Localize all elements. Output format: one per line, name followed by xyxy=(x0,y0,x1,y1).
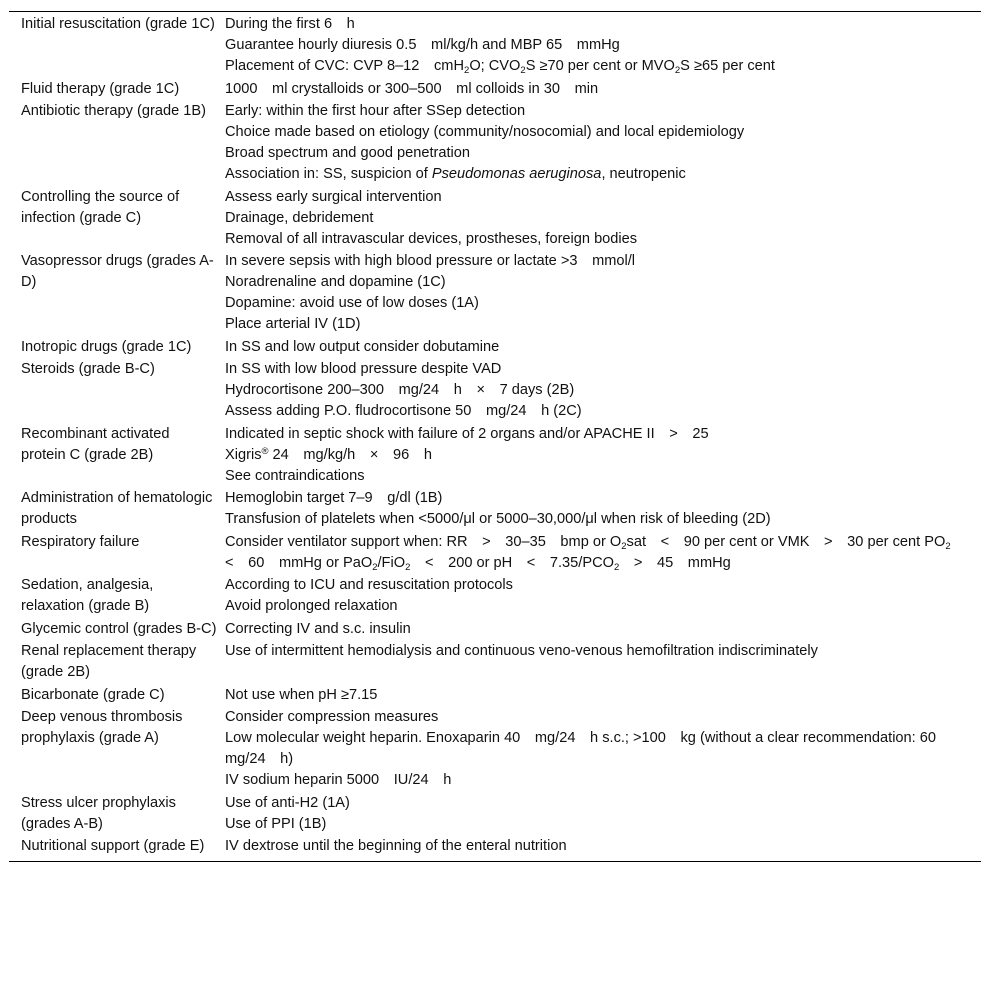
table-row xyxy=(9,641,981,685)
recommendation-line: Guarantee hourly diuresis 0.5 ml/kg/h and MBP 65 mmHg xyxy=(225,37,620,53)
table-row xyxy=(9,79,981,102)
row-recommendations xyxy=(225,12,981,79)
row-label: Recombinant activated protein C (grade 2B) xyxy=(21,425,170,463)
table-row xyxy=(9,707,981,793)
recommendation-line: Placement of CVC: CVP 8–12 cmH$_2$O; $CVO_2S \ge 70$ per cent or $MVO_2S \ge 65$ per cent xyxy=(225,58,775,76)
row-label: Sedation, analgesia, relaxation (grade B) xyxy=(21,577,154,614)
table-row xyxy=(9,532,981,576)
recommendation-line: Assess early surgical intervention xyxy=(225,188,442,205)
row-label: Deep venous thrombosis prophylaxis (grade A) xyxy=(21,709,183,746)
table-body xyxy=(9,12,981,862)
recommendation-line: Indicated in septic shock with failure of 2 organs and/or APACHE II > 25 xyxy=(225,425,709,442)
row-recommendations xyxy=(225,641,981,685)
recommendation-line: Association in: SS, suspicion of Pseudomonas aeruginosa, neutropenic xyxy=(225,166,686,182)
recommendation-line: Xigris® 24 mg/kg/h × 96 h xyxy=(225,445,432,463)
row-label: Renal replacement therapy (grade 2B) xyxy=(21,643,197,680)
recommendation-line: Transfusion of platelets when <5000/μl or 5000–30,000/μl when risk of bleeding (2D) xyxy=(225,511,771,527)
table-row xyxy=(9,251,981,337)
recommendation-line: Broad spectrum and good penetration xyxy=(225,145,471,161)
table-row xyxy=(9,337,981,360)
row-label: Controlling the source of infection (grade C) xyxy=(21,188,180,226)
recommendation-line: In SS and low output consider dobutamine xyxy=(225,338,500,355)
table-row xyxy=(9,187,981,252)
table-row xyxy=(9,836,981,862)
recommendation-line: IV sodium heparin 5000 IU/24 h xyxy=(225,772,452,788)
table-row xyxy=(9,424,981,489)
table-row xyxy=(9,101,981,187)
row-recommendations xyxy=(225,337,981,360)
row-recommendations xyxy=(225,575,981,619)
recommendation-line: Choice made based on etiology (community/nosocomial) and local epidemiology xyxy=(225,124,745,140)
row-recommendations xyxy=(225,251,981,337)
row-recommendations xyxy=(225,532,981,576)
recommendation-line: Place arterial IV (1D) xyxy=(225,316,361,332)
recommendation-line: Hemoglobin target 7–9 g/dl (1B) xyxy=(225,490,443,506)
recommendation-line: According to ICU and resuscitation protocols xyxy=(225,577,513,593)
table-row xyxy=(9,685,981,708)
recommendation-line: Use of intermittent hemodialysis and continuous veno-venous hemofiltration indiscriminately xyxy=(225,643,818,659)
recommendation-line: Correcting IV and s.c. insulin xyxy=(225,620,411,637)
row-recommendations xyxy=(225,619,981,642)
row-label: Bicarbonate (grade C) xyxy=(21,686,165,703)
recommendation-line: Drainage, debridement xyxy=(225,209,374,226)
row-label: Initial resuscitation (grade 1C) xyxy=(21,16,215,32)
recommendation-line: Dopamine: avoid use of low doses (1A) xyxy=(225,295,479,311)
row-label: Fluid therapy (grade 1C) xyxy=(21,80,180,97)
recommendation-line: Not use when pH ≥7.15 xyxy=(225,686,378,703)
recommendation-line: Consider compression measures xyxy=(225,709,439,725)
row-recommendations xyxy=(225,424,981,489)
recommendation-line: Avoid prolonged relaxation xyxy=(225,598,398,614)
table-row xyxy=(9,12,981,79)
recommendation-line: During the first 6 h xyxy=(225,16,355,32)
recommendation-line: Use of anti-H2 (1A) xyxy=(225,794,350,811)
recommendation-line: Early: within the first hour after SSep detection xyxy=(225,103,526,119)
table-row xyxy=(9,488,981,532)
row-recommendations xyxy=(225,836,981,862)
row-recommendations xyxy=(225,488,981,532)
recommendation-line: Consider ventilator support when: RR > 30–35 bmp or $O_2sat$ < 90 per cent or VMK > 30 per cent $PO_2$ < 60 mmHg or PaO$_2$/FiO$_2$ < 200 or pH < $7.35/PCO_2$ > 45 mmHg xyxy=(225,533,966,573)
recommendation-line: See contraindications xyxy=(225,467,365,484)
table-row xyxy=(9,359,981,424)
table-row xyxy=(9,793,981,837)
recommendation-line: IV dextrose until the beginning of the enteral nutrition xyxy=(225,838,567,854)
row-label: Glycemic control (grades B-C) xyxy=(21,620,217,637)
row-recommendations xyxy=(225,793,981,837)
row-label: Respiratory failure xyxy=(21,533,140,550)
row-label: Steroids (grade B-C) xyxy=(21,361,155,377)
row-label: Antibiotic therapy (grade 1B) xyxy=(21,103,206,119)
row-label: Stress ulcer prophylaxis (grades A-B) xyxy=(21,794,176,832)
row-recommendations xyxy=(225,79,981,102)
recommendation-line: In SS with low blood pressure despite VAD xyxy=(225,361,502,377)
recommendations-table-container xyxy=(9,11,981,862)
row-label: Administration of hematologic products xyxy=(21,490,213,527)
recommendation-line: Noradrenaline and dopamine (1C) xyxy=(225,274,446,290)
row-label: Nutritional support (grade E) xyxy=(21,838,205,854)
recommendation-line: Assess adding P.O. fludrocortisone 50 mg/24 h (2C) xyxy=(225,403,582,419)
row-recommendations xyxy=(225,101,981,187)
recommendation-line: Removal of all intravascular devices, prostheses, foreign bodies xyxy=(225,230,638,247)
row-recommendations xyxy=(225,707,981,793)
recommendation-line: 1000 ml crystalloids or 300–500 ml colloids in 30 min xyxy=(225,80,599,97)
table-row xyxy=(9,575,981,619)
recommendations-table xyxy=(9,11,981,862)
recommendation-line: Use of PPI (1B) xyxy=(225,815,327,832)
row-label: Inotropic drugs (grade 1C) xyxy=(21,338,192,355)
row-recommendations xyxy=(225,685,981,708)
table-row xyxy=(9,619,981,642)
row-label: Vasopressor drugs (grades A-D) xyxy=(21,253,214,290)
recommendation-line: In severe sepsis with high blood pressure or lactate >3 mmol/l xyxy=(225,253,636,269)
row-recommendations xyxy=(225,359,981,424)
row-recommendations xyxy=(225,187,981,252)
recommendation-line: Hydrocortisone 200–300 mg/24 h × 7 days (2B) xyxy=(225,382,575,398)
recommendation-line: Low molecular weight heparin. Enoxaparin 40 mg/24 h s.c.; >100 kg (without a clear recommendation: 60 mg/24 h) xyxy=(225,730,951,767)
